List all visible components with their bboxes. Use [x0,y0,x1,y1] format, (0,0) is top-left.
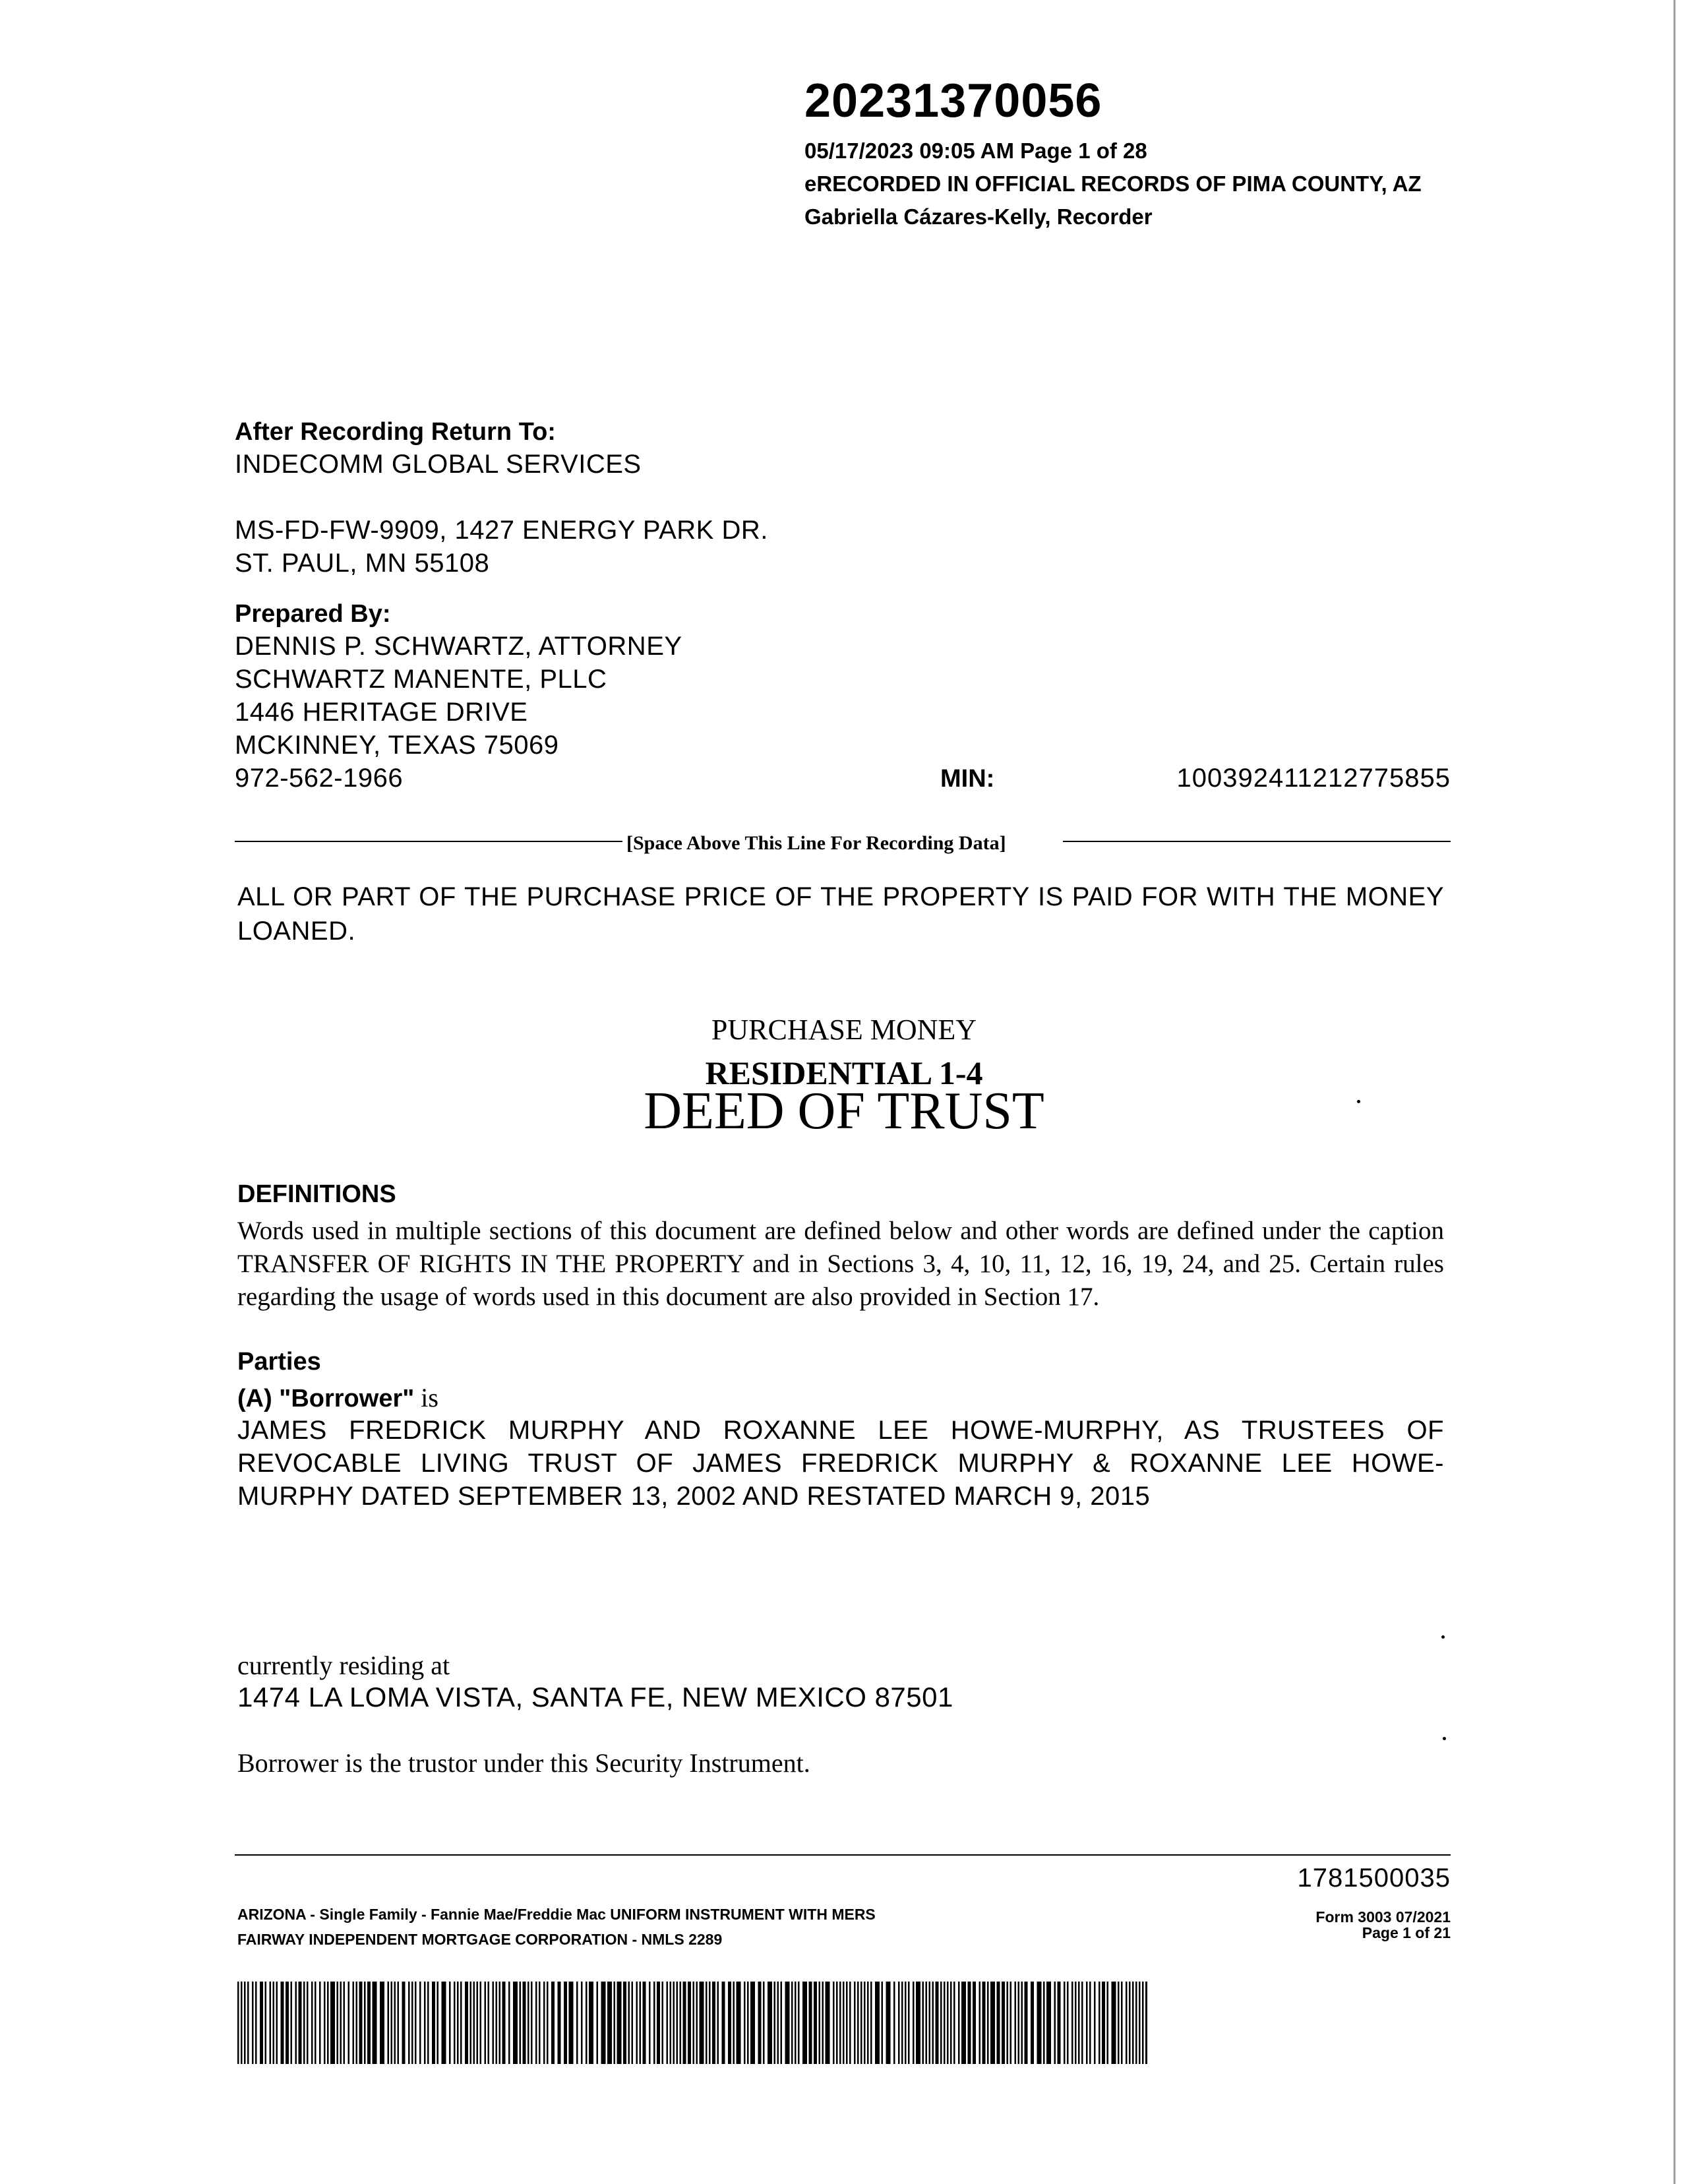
space-line-right-rule [1063,841,1451,842]
footer-instrument-line: ARIZONA - Single Family - Fannie Mae/Freddie Mac UNIFORM INSTRUMENT WITH MERS [237,1906,876,1923]
barcode-bar [1132,1982,1134,2064]
barcode-bar [882,1982,884,2064]
barcode-bar [1025,1982,1028,2064]
barcode-bar [968,1982,971,2064]
barcode-bar [247,1982,249,2064]
barcode-bar [367,1982,371,2064]
barcode-bar [953,1982,955,2064]
barcode-bar [454,1982,456,2064]
barcode-bar [997,1982,1000,2064]
barcode-bar [693,1982,695,2064]
barcode-bar [252,1982,254,2064]
barcode-bar [273,1982,275,2064]
barcode-bar [905,1982,907,2064]
barcode-bar [657,1982,660,2064]
barcode-bar [961,1982,966,2064]
barcode-bar [947,1982,949,2064]
barcode-bar [528,1982,529,2064]
space-line-label: [Space Above This Line For Recording Data] [626,832,1006,854]
barcode-bar [1002,1982,1005,2064]
barcode-bar [628,1982,630,2064]
barcode-bar [1075,1982,1077,2064]
barcode-bar [791,1982,793,2064]
return-to-line: INDECOMM GLOBAL SERVICES [235,450,642,479]
barcode-bar [496,1982,498,2064]
barcode-bar [662,1982,664,2064]
barcode-bar [839,1982,841,2064]
barcode-bar [380,1982,384,2064]
barcode-bar [814,1982,817,2064]
barcode-bar [1043,1982,1045,2064]
borrower-name: JAMES FREDRICK MURPHY AND ROXANNE LEE HOWE-MURPHY, AS TRUSTEES OF REVOCABLE LIVING TRUST OF JAMES FREDRICK MURPHY & ROXANNE LEE HOWE-MURPHY DATED SEPTEMBER 13, 2002 AND RESTATED MARCH 9, 2015 [237,1416,1444,1511]
barcode-bar [460,1982,462,2064]
scan-speck [1357,1100,1360,1103]
barcode-bar [607,1982,612,2064]
barcode-bar [1118,1982,1120,2064]
residing-address: 1474 LA LOMA VISTA, SANTA FE, NEW MEXICO 87501 [237,1682,953,1713]
barcode-bar [990,1982,995,2064]
barcode-bar [987,1982,989,2064]
return-to-label: After Recording Return To: [235,418,556,446]
barcode-bar [875,1982,880,2064]
barcode-bar [798,1982,800,2064]
barcode-bar [649,1982,651,2064]
barcode-bar [255,1982,257,2064]
barcode-bar [488,1982,490,2064]
barcode-bar [632,1982,634,2064]
barcode-bar [777,1982,779,2064]
barcode-bar [1018,1982,1020,2064]
barcode-bar [677,1982,678,2064]
barcode-bar [470,1982,472,2064]
barcode-bar [940,1982,942,2064]
barcode-bar [1107,1982,1109,2064]
barcode-bar [836,1982,838,2064]
barcode-bar [344,1982,346,2064]
barcode-bar [886,1982,891,2064]
barcode-bar [819,1982,821,2064]
recorder-name: Gabriella Cázares-Kelly, Recorder [804,204,1153,229]
borrower-label-is: is [414,1383,438,1412]
barcode-bar [1094,1982,1096,2064]
barcode-bar [520,1982,522,2064]
barcode-bar [1102,1982,1105,2064]
barcode-bar [1064,1982,1066,2064]
barcode-bar [480,1982,482,2064]
barcode-bar [315,1982,316,2064]
min-value: 100392411212775855 [1176,764,1451,793]
parties-heading: Parties [237,1348,321,1376]
barcode-bar [860,1982,862,2064]
barcode-bar [485,1982,487,2064]
barcode-bar [1121,1982,1123,2064]
barcode-bar [1129,1982,1131,2064]
barcode-bar [916,1982,920,2064]
barcode-bar [1126,1982,1128,2064]
barcode-bar [295,1982,297,2064]
barcode-bar [477,1982,479,2064]
barcode-bar [394,1982,396,2064]
barcode-bar [424,1982,426,2064]
barcode-bar [1139,1982,1141,2064]
barcode-bar [1112,1982,1116,2064]
barcode-bar [1031,1982,1034,2064]
barcode-bar [237,1982,239,2064]
barcode-bar [864,1982,866,2064]
barcode-bar [870,1982,872,2064]
barcode-bar [597,1982,599,2064]
barcode-bar [581,1982,583,2064]
barcode-bar [700,1982,704,2064]
barcode-bar [493,1982,495,2064]
barcode-bar [833,1982,835,2064]
barcode-bar [391,1982,393,2064]
barcode-bar [465,1982,468,2064]
barcode-bar [867,1982,869,2064]
barcode-bar [437,1982,439,2064]
space-line-left-rule [235,841,622,842]
min-label: MIN: [940,765,995,793]
barcode-bar [457,1982,459,2064]
barcode-bar [795,1982,797,2064]
barcode-bar [696,1982,698,2064]
barcode-bar [683,1982,686,2064]
barcode-bar [922,1982,924,2064]
barcode-bar [1007,1982,1009,2064]
barcode-bar [929,1982,931,2064]
barcode-bar [822,1982,824,2064]
barcode-bar [402,1982,406,2064]
scan-speck [1441,1635,1445,1639]
barcode-bar [709,1982,711,2064]
scan-speck [1443,1737,1446,1740]
barcode-bar [733,1982,735,2064]
barcode-bar [640,1982,642,2064]
barcode-bar [502,1982,506,2064]
barcode-bar [670,1982,672,2064]
barcode-bar [398,1982,400,2064]
barcode-bar [1081,1982,1083,2064]
barcode-bar [809,1982,812,2064]
barcode-bar [442,1982,446,2064]
residing-label: currently residing at [237,1651,450,1680]
barcode-bar [311,1982,313,2064]
barcode-bar [388,1982,390,2064]
barcode-bar [849,1982,851,2064]
barcode-bar [950,1982,952,2064]
barcode-bar [908,1982,910,2064]
barcode-bar [473,1982,475,2064]
prepared-by-line: SCHWARTZ MANENTE, PLLC [235,665,607,694]
purchase-price-notice: ALL OR PART OF THE PURCHASE PRICE OF THE PROPERTY IS PAID FOR WITH THE MONEY LOANED. [237,882,1444,946]
footer-rule [235,1854,1451,1856]
barcode-bar [728,1982,731,2064]
barcode-bar [535,1982,537,2064]
barcode-bar [768,1982,772,2064]
barcode-bar [926,1982,928,2064]
barcode-bar [427,1982,429,2064]
barcode-bar [1086,1982,1088,2064]
barcode-bar [373,1982,377,2064]
barcode-bar [364,1982,366,2064]
barcode-bar [843,1982,845,2064]
loan-number: 1781500035 [1297,1864,1451,1893]
barcode-bar [551,1982,555,2064]
trustor-statement: Borrower is the trustor under this Security Instrument. [237,1748,810,1778]
barcode-bar [973,1982,976,2064]
prepared-by-label: Prepared By: [235,600,391,628]
barcode-bar [1067,1982,1069,2064]
barcode-bar [744,1982,746,2064]
title-residential: RESIDENTIAL 1-4 [705,1054,983,1091]
barcode-bar [281,1982,284,2064]
barcode-bar [244,1982,246,2064]
barcode-bar [932,1982,934,2064]
barcode-bar [901,1982,903,2064]
barcode-bar [327,1982,329,2064]
barcode-bar [449,1982,451,2064]
barcode-bar [623,1982,626,2064]
barcode-bar [1046,1982,1051,2064]
title-deed-of-trust: DEED OF TRUST [644,1082,1044,1140]
barcode-bar [614,1982,616,2064]
barcode-bar [1015,1982,1017,2064]
footer-lender-line: FAIRWAY INDEPENDENT MORTGAGE CORPORATION - NMLS 2289 [237,1931,723,1948]
barcode-bar [523,1982,526,2064]
barcode-bar [737,1982,741,2064]
barcode-bar [854,1982,856,2064]
barcode-bar [319,1982,321,2064]
barcode-bar [1099,1982,1100,2064]
barcode-bar [324,1982,326,2064]
barcode-bar [589,1982,593,2064]
barcode-bar [722,1982,725,2064]
barcode-bar [303,1982,305,2064]
barcode-bar [1071,1982,1073,2064]
barcode-bar [499,1982,501,2064]
barcode-bar [241,1982,243,2064]
barcode-bar [1142,1982,1144,2064]
barcode-bar [617,1982,622,2064]
barcode-bar [601,1982,606,2064]
barcode-bar [419,1982,421,2064]
barcode-bar [286,1982,289,2064]
barcode-bar [564,1982,567,2064]
barcode [237,1982,1147,2064]
barcode-bar [1010,1982,1012,2064]
barcode-bar [432,1982,435,2064]
barcode-bar [643,1982,646,2064]
barcode-bar [944,1982,946,2064]
barcode-bar [260,1982,263,2064]
barcode-bar [958,1982,960,2064]
definitions-heading: DEFINITIONS [237,1180,396,1208]
barcode-bar [543,1982,545,2064]
barcode-bar [913,1982,915,2064]
barcode-bar [359,1982,363,2064]
barcode-bar [356,1982,358,2064]
barcode-bar [774,1982,776,2064]
barcode-bar [688,1982,691,2064]
barcode-bar [337,1982,339,2064]
barcode-bar [539,1982,541,2064]
barcode-bar [1037,1982,1042,2064]
barcode-bar [1058,1982,1061,2064]
barcode-bar [513,1982,518,2064]
barcode-bar [750,1982,755,2064]
barcode-bar [340,1982,342,2064]
recording-number: 20231370056 [804,75,1102,127]
barcode-bar [826,1982,830,2064]
barcode-bar [680,1982,682,2064]
barcode-bar [979,1982,981,2064]
barcode-bar [569,1982,574,2064]
return-to-line: ST. PAUL, MN 55108 [235,549,490,578]
barcode-bar [763,1982,765,2064]
barcode-bar [857,1982,859,2064]
prepared-by-line: 1446 HERITAGE DRIVE [235,698,528,727]
barcode-bar [653,1982,655,2064]
barcode-bar [531,1982,533,2064]
barcode-bar [706,1982,708,2064]
barcode-bar [291,1982,293,2064]
barcode-bar [1021,1982,1023,2064]
barcode-bar [982,1982,986,2064]
footer-page-number: Page 1 of 21 [1362,1924,1451,1941]
return-to-line: MS-FD-FW-9909, 1427 ENERGY PARK DR. [235,516,768,545]
barcode-bar [1089,1982,1091,2064]
barcode-bar [846,1982,848,2064]
barcode-bar [898,1982,900,2064]
barcode-bar [330,1982,335,2064]
barcode-bar [353,1982,355,2064]
barcode-bar [802,1982,807,2064]
barcode-bar [547,1982,549,2064]
barcode-bar [576,1982,578,2064]
barcode-bar [415,1982,417,2064]
barcode-bar [411,1982,413,2064]
prepared-by-line: DENNIS P. SCHWARTZ, ATTORNEY [235,632,682,661]
barcode-bar [1078,1982,1080,2064]
barcode-bar [936,1982,939,2064]
barcode-bar [893,1982,895,2064]
barcode-bar [747,1982,749,2064]
borrower-label [237,1382,438,1413]
barcode-bar [1145,1982,1147,2064]
barcode-bar [586,1982,588,2064]
barcode-bar [408,1982,410,2064]
barcode-bar [758,1982,762,2064]
barcode-bar [636,1982,638,2064]
barcode-bar [270,1982,272,2064]
barcode-bar [307,1982,309,2064]
barcode-bar [265,1982,267,2064]
barcode-bar [1054,1982,1056,2064]
definitions-text: Words used in multiple sections of this document are defined below and other words are defined under the caption TRANSFER OF RIGHTS IN THE PROPERTY and in Sections 3, 4, 10, 11, 12, 16, 19, 24, and 25. Certain rules regarding the usage of words used in this document are also provided in Section 17. [237,1217,1444,1311]
barcode-bar [508,1982,510,2064]
barcode-bar [348,1982,350,2064]
borrower-label-term: (A) "Borrower" [237,1385,415,1412]
footer-form-number: Form 3003 07/2021 [1315,1908,1451,1926]
recording-office: eRECORDED IN OFFICIAL RECORDS OF PIMA COUNTY, AZ [804,171,1422,196]
barcode-bar [673,1982,675,2064]
barcode-bar [276,1982,278,2064]
barcode-bar [558,1982,561,2064]
barcode-bar [712,1982,715,2064]
prepared-by-phone: 972-562-1966 [235,764,404,793]
prepared-by-line: MCKINNEY, TEXAS 75069 [235,731,559,760]
title-purchase-money: PURCHASE MONEY [711,1014,977,1046]
recording-datetime-page: 05/17/2023 09:05 AM Page 1 of 28 [804,138,1147,163]
barcode-bar [717,1982,719,2064]
barcode-bar [1135,1982,1137,2064]
barcode-bar [781,1982,783,2064]
barcode-bar [667,1982,669,2064]
barcode-bar [785,1982,790,2064]
barcode-bar [299,1982,302,2064]
